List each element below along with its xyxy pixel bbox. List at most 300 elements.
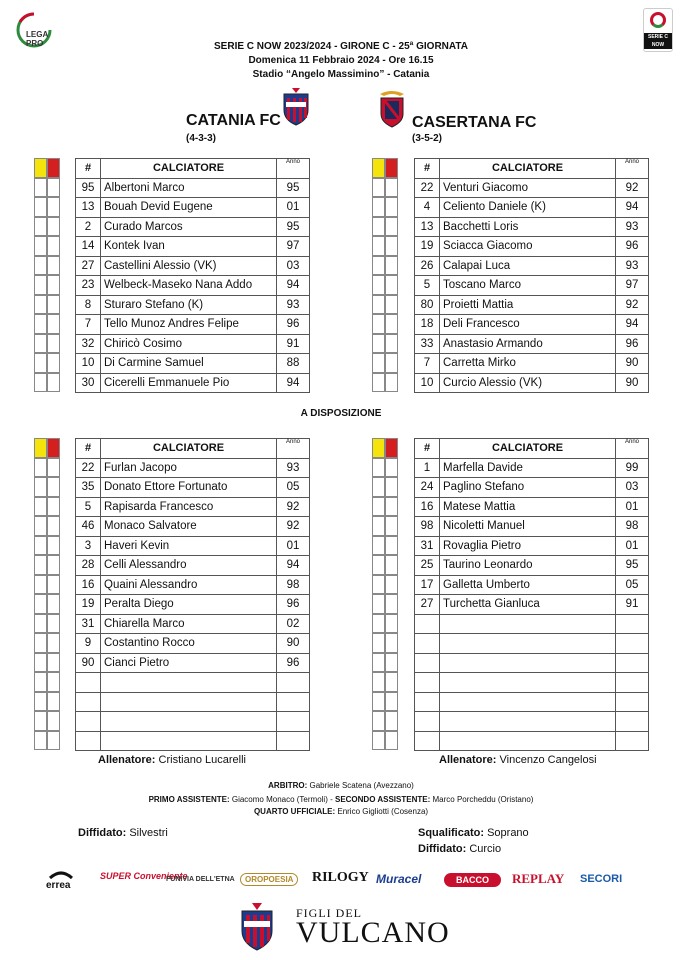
player-name: Rapisarda Francesco [101, 497, 277, 517]
away-team-name: CASERTANA FC [412, 114, 537, 131]
player-number: 5 [415, 276, 440, 296]
player-year: 97 [277, 237, 310, 257]
second-assistant-name: Marco Porcheddu (Oristano) [432, 795, 534, 804]
card-row [372, 458, 412, 478]
table-row [415, 731, 649, 751]
table-row [76, 256, 310, 276]
player-year [616, 692, 649, 712]
card-row [372, 536, 412, 556]
table-row [76, 556, 310, 576]
away-squalificato [418, 827, 529, 839]
table-row [76, 458, 310, 478]
player-number: 16 [415, 497, 440, 517]
card-row [372, 217, 412, 237]
table-row [76, 497, 310, 517]
table-row [415, 334, 649, 354]
player-number [415, 731, 440, 751]
away-starters-cards [372, 158, 412, 392]
card-row [372, 692, 412, 712]
player-year: 90 [277, 634, 310, 654]
table-row [76, 692, 310, 712]
table-row [76, 712, 310, 732]
player-name: Cianci Pietro [101, 653, 277, 673]
match-date: Domenica 11 Febbraio 2024 - Ore 16.15 [248, 55, 434, 66]
table-row [76, 536, 310, 556]
col-player: CALCIATORE [440, 159, 616, 179]
player-name [440, 712, 616, 732]
player-year: 97 [616, 276, 649, 296]
table-row [415, 536, 649, 556]
card-row [34, 516, 74, 536]
sponsor-super-conveniente: SUPER Conveniente [100, 871, 188, 881]
player-number: 31 [76, 614, 101, 634]
player-number: 5 [76, 497, 101, 517]
player-number: 30 [76, 373, 101, 393]
player-year: 02 [277, 614, 310, 634]
table-row [415, 276, 649, 296]
player-year: 91 [277, 334, 310, 354]
player-number [415, 673, 440, 693]
player-name: Anastasio Armando [440, 334, 616, 354]
table-row [415, 497, 649, 517]
table-row [415, 478, 649, 498]
player-name: Venturi Giacomo [440, 178, 616, 198]
catania-badge-icon [282, 88, 310, 126]
card-row [372, 334, 412, 354]
card-row [34, 197, 74, 217]
card-row [372, 516, 412, 536]
card-row [34, 217, 74, 237]
table-row [76, 334, 310, 354]
table-row [76, 198, 310, 218]
squalificato-label: Squalificato: [418, 827, 485, 839]
player-number: 22 [76, 458, 101, 478]
player-year: 98 [277, 575, 310, 595]
footer-line1: FIGLI DEL [296, 906, 362, 920]
col-year: Anno [277, 159, 310, 179]
catania-footer-badge-icon [240, 903, 274, 951]
table-row [76, 653, 310, 673]
player-name: Calapai Luca [440, 256, 616, 276]
table-row [76, 276, 310, 296]
player-number [415, 614, 440, 634]
match-venue: Stadio “Angelo Massimino” - Catania [252, 69, 430, 80]
player-year: 01 [616, 497, 649, 517]
card-row [34, 497, 74, 517]
player-year: 92 [277, 517, 310, 537]
player-number: 2 [76, 217, 101, 237]
table-row [76, 178, 310, 198]
player-year: 96 [616, 237, 649, 257]
table-row [415, 712, 649, 732]
player-name: Albertoni Marco [101, 178, 277, 198]
player-number: 27 [76, 256, 101, 276]
player-number: 90 [76, 653, 101, 673]
table-row [76, 575, 310, 595]
card-row [34, 672, 74, 692]
player-number: 28 [76, 556, 101, 576]
player-year: 96 [277, 315, 310, 335]
player-name: Bouah Devid Eugene [101, 198, 277, 218]
player-number: 23 [76, 276, 101, 296]
card-row [34, 178, 74, 198]
player-year [616, 614, 649, 634]
first-assistant-name: Giacomo Monaco (Termoli) [231, 795, 328, 804]
table-row [415, 198, 649, 218]
card-row [34, 295, 74, 315]
table-row [415, 295, 649, 315]
player-year [277, 712, 310, 732]
player-name: Carretta Mirko [440, 354, 616, 374]
subs-title: A DISPOSIZIONE [300, 408, 382, 419]
card-row [34, 458, 74, 478]
table-row [415, 178, 649, 198]
player-year: 96 [616, 334, 649, 354]
table-row [415, 458, 649, 478]
player-name: Toscano Marco [440, 276, 616, 296]
card-row [372, 672, 412, 692]
col-year: Anno [616, 159, 649, 179]
player-number: 19 [415, 237, 440, 257]
table-row [415, 237, 649, 257]
table-row [415, 595, 649, 615]
card-row [34, 692, 74, 712]
player-number: 3 [76, 536, 101, 556]
player-year: 92 [616, 178, 649, 198]
player-year: 90 [616, 373, 649, 393]
player-number: 4 [415, 198, 440, 218]
player-number: 24 [415, 478, 440, 498]
footer-line2: VULCANO [296, 916, 450, 949]
player-year: 05 [616, 575, 649, 595]
player-year: 03 [277, 256, 310, 276]
table-row [415, 575, 649, 595]
card-row [372, 373, 412, 393]
player-number [76, 673, 101, 693]
player-name: Cicerelli Emmanuele Pio [101, 373, 277, 393]
player-name [440, 614, 616, 634]
sponsor-muracel: Muracel [376, 872, 422, 886]
player-year: 03 [616, 478, 649, 498]
player-number [76, 712, 101, 732]
player-name [101, 692, 277, 712]
match-competition: SERIE C NOW 2023/2024 - GIRONE C - 25ª GIORNATA [214, 41, 468, 52]
card-row [34, 653, 74, 673]
card-row [372, 477, 412, 497]
player-year: 94 [616, 198, 649, 218]
player-year [277, 673, 310, 693]
table-row [76, 478, 310, 498]
player-number: 13 [415, 217, 440, 237]
col-num: # [415, 159, 440, 179]
player-number: 27 [415, 595, 440, 615]
player-name: Chiarella Marco [101, 614, 277, 634]
away-coach [439, 754, 597, 766]
card-row [372, 197, 412, 217]
col-year: Anno [277, 439, 310, 459]
card-row [34, 256, 74, 276]
away-starters-table [414, 158, 649, 393]
player-name: Proietti Mattia [440, 295, 616, 315]
player-name: Sciacca Giacomo [440, 237, 616, 257]
player-number [415, 712, 440, 732]
table-row [76, 614, 310, 634]
table-row [415, 556, 649, 576]
player-year: 94 [277, 373, 310, 393]
player-name [440, 634, 616, 654]
card-row [372, 594, 412, 614]
player-number: 17 [415, 575, 440, 595]
player-number: 7 [76, 315, 101, 335]
table-row [415, 256, 649, 276]
sponsor-funivia: FUNIVIA DELL'ETNA [166, 876, 235, 883]
col-num: # [415, 439, 440, 459]
sponsor-bacco: BACCO [444, 873, 501, 887]
card-row [372, 353, 412, 373]
col-year: Anno [616, 439, 649, 459]
player-name: Galletta Umberto [440, 575, 616, 595]
player-number: 31 [415, 536, 440, 556]
player-year: 93 [616, 217, 649, 237]
away-diffidato-name: Curcio [469, 843, 502, 855]
table-row [76, 295, 310, 315]
player-name: Sturaro Stefano (K) [101, 295, 277, 315]
col-player: CALCIATORE [440, 439, 616, 459]
fourth-official [0, 806, 682, 818]
player-year: 92 [616, 295, 649, 315]
card-row [372, 653, 412, 673]
away-subs-cards [372, 438, 412, 750]
player-name: Curcio Alessio (VK) [440, 373, 616, 393]
home-starters-cards [34, 158, 74, 392]
col-num: # [76, 439, 101, 459]
table-row [76, 634, 310, 654]
player-year: 93 [616, 256, 649, 276]
player-number: 32 [76, 334, 101, 354]
player-number: 1 [415, 458, 440, 478]
player-year: 95 [277, 217, 310, 237]
card-row [34, 555, 74, 575]
home-diffidato [78, 827, 168, 839]
player-number: 35 [76, 478, 101, 498]
table-row [76, 315, 310, 335]
player-year: 92 [277, 497, 310, 517]
card-row [34, 711, 74, 731]
player-number: 80 [415, 295, 440, 315]
player-year [616, 712, 649, 732]
home-subs-cards [34, 438, 74, 750]
player-year: 88 [277, 354, 310, 374]
card-row [372, 614, 412, 634]
home-diffidato-name: Silvestri [129, 827, 168, 839]
player-number: 98 [415, 517, 440, 537]
home-coach-name: Cristiano Lucarelli [158, 754, 246, 766]
player-name: Tello Munoz Andres Felipe [101, 315, 277, 335]
player-name: Welbeck-Maseko Nana Addo [101, 276, 277, 296]
diffidato-label: Diffidato: [78, 827, 127, 839]
player-year [616, 634, 649, 654]
sponsor-replay: REPLAY [512, 871, 565, 886]
player-name: Costantino Rocco [101, 634, 277, 654]
away-squalificato-name: Soprano [487, 827, 529, 839]
lega-pro-logo: LEGA PRO [14, 10, 54, 48]
card-row [34, 236, 74, 256]
player-number [76, 692, 101, 712]
table-row [76, 354, 310, 374]
table-row [76, 731, 310, 751]
card-row [34, 614, 74, 634]
sponsor-secori: SECORI [580, 873, 623, 885]
assistants: PRIMO ASSISTENTE: Giacomo Monaco (Termoli) - SECONDO ASSISTENTE: Marco Porcheddu (Oristano) [148, 795, 534, 804]
player-name: Celiento Daniele (K) [440, 198, 616, 218]
player-name: Haveri Kevin [101, 536, 277, 556]
player-name [101, 712, 277, 732]
away-formation: (3-5-2) [412, 133, 443, 144]
table-row [415, 217, 649, 237]
serie-c-now-logo: SERIE C NOW [643, 8, 673, 52]
referee [0, 780, 682, 792]
player-name: Nicoletti Manuel [440, 517, 616, 537]
card-row [372, 711, 412, 731]
home-formation: (4-3-3) [186, 133, 217, 144]
player-name: Marfella Davide [440, 458, 616, 478]
diffidato-label: Diffidato: [418, 843, 467, 855]
player-number [415, 692, 440, 712]
sponsor-errea: errea [46, 868, 74, 891]
player-name: Celli Alessandro [101, 556, 277, 576]
card-row [34, 275, 74, 295]
player-name: Peralta Diego [101, 595, 277, 615]
player-name [440, 731, 616, 751]
player-year: 95 [277, 178, 310, 198]
player-year: 93 [277, 295, 310, 315]
player-number: 10 [76, 354, 101, 374]
player-number: 95 [76, 178, 101, 198]
table-row [415, 614, 649, 634]
table-row [415, 653, 649, 673]
player-number: 26 [415, 256, 440, 276]
home-starters-table [75, 158, 310, 393]
table-row [76, 673, 310, 693]
player-name: Donato Ettore Fortunato [101, 478, 277, 498]
player-year [277, 731, 310, 751]
card-row [34, 575, 74, 595]
card-row [34, 373, 74, 393]
card-row [372, 275, 412, 295]
card-row [34, 536, 74, 556]
col-player: CALCIATORE [101, 159, 277, 179]
card-row [34, 477, 74, 497]
card-row [372, 314, 412, 334]
card-row [372, 555, 412, 575]
home-coach [98, 754, 246, 766]
col-num: # [76, 159, 101, 179]
table-row [415, 517, 649, 537]
table-row [76, 595, 310, 615]
player-name: Curado Marcos [101, 217, 277, 237]
player-year [277, 692, 310, 712]
player-year: 99 [616, 458, 649, 478]
player-year: 96 [277, 653, 310, 673]
player-name: Quaini Alessandro [101, 575, 277, 595]
fourth-official-name: Enrico Gigliotti (Cosenza) [337, 807, 429, 816]
card-row [34, 353, 74, 373]
card-row [372, 236, 412, 256]
player-name [440, 653, 616, 673]
table-row [76, 517, 310, 537]
card-row [34, 633, 74, 653]
player-year: 94 [277, 276, 310, 296]
player-name: Turchetta Gianluca [440, 595, 616, 615]
fourth-official-label: QUARTO UFFICIALE: [253, 807, 336, 816]
card-row [34, 314, 74, 334]
player-name [101, 673, 277, 693]
player-year: 01 [277, 198, 310, 218]
card-row [372, 575, 412, 595]
table-row [415, 673, 649, 693]
table-row [415, 634, 649, 654]
player-name: Taurino Leonardo [440, 556, 616, 576]
player-name: Chiricò Cosimo [101, 334, 277, 354]
player-number: 14 [76, 237, 101, 257]
player-year: 94 [616, 315, 649, 335]
table-row [415, 315, 649, 335]
player-year [616, 653, 649, 673]
player-number: 25 [415, 556, 440, 576]
table-row [415, 692, 649, 712]
player-name: Kontek Ivan [101, 237, 277, 257]
card-row [372, 178, 412, 198]
player-name: Bacchetti Loris [440, 217, 616, 237]
second-assistant-label: SECONDO ASSISTENTE: [334, 795, 431, 804]
player-number [415, 634, 440, 654]
player-year: 01 [616, 536, 649, 556]
card-row [372, 497, 412, 517]
player-name: Di Carmine Samuel [101, 354, 277, 374]
table-row [76, 373, 310, 393]
casertana-badge-icon [376, 88, 408, 128]
coach-label: Allenatore: [98, 754, 156, 766]
sponsor-oropoesia: OROPOESIA [240, 873, 298, 886]
player-number [76, 731, 101, 751]
table-row [415, 354, 649, 374]
player-number: 9 [76, 634, 101, 654]
player-number: 22 [415, 178, 440, 198]
player-number: 33 [415, 334, 440, 354]
player-name: Paglino Stefano [440, 478, 616, 498]
player-name [101, 731, 277, 751]
card-row [372, 295, 412, 315]
player-year: 98 [616, 517, 649, 537]
card-row [372, 633, 412, 653]
home-subs-table [75, 438, 310, 751]
player-year [616, 731, 649, 751]
player-name [440, 692, 616, 712]
player-year: 93 [277, 458, 310, 478]
referee-name: Gabriele Scatena (Avezzano) [309, 781, 414, 790]
table-row [415, 373, 649, 393]
player-number: 8 [76, 295, 101, 315]
player-year: 01 [277, 536, 310, 556]
player-name [440, 673, 616, 693]
player-name: Rovaglia Pietro [440, 536, 616, 556]
player-number: 13 [76, 198, 101, 218]
player-name: Furlan Jacopo [101, 458, 277, 478]
coach-label: Allenatore: [439, 754, 497, 766]
card-row [34, 334, 74, 354]
away-coach-name: Vincenzo Cangelosi [499, 754, 597, 766]
card-row [34, 594, 74, 614]
